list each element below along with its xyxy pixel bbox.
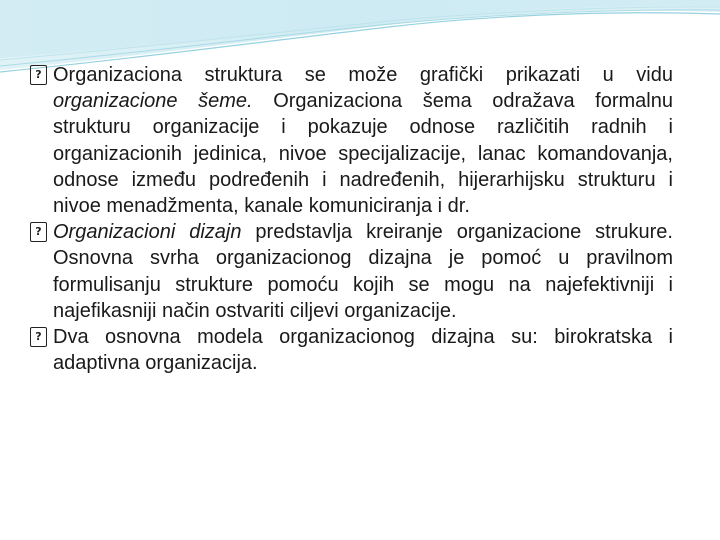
paragraph-text: Dva osnovna modela organizacionog dizajna su: birokratska i adaptivna organizacija. <box>53 326 673 375</box>
paragraph-text: Organizaciona struktura se može grafički prikazati u vidu <box>53 64 673 86</box>
bullet-paragraph <box>28 62 673 219</box>
text-body <box>28 62 673 376</box>
emphasized-term: Organizacioni dizajn <box>53 221 242 244</box>
missing-glyph-bullet-icon <box>30 222 47 242</box>
paragraph-text: predstavlja kreiranje organizacione strukure. Osnovna svrha organizacionog dizajna je pomoć u pravilnom formulisanju strukture pomoću kojih se mogu na najefektivniji i najefikasniji način ostvariti ciljevi organizacije. <box>53 221 673 322</box>
paragraph-text: Organizaciona šema odražava formalnu strukturu organizacije i pokazuje odnose različitih radnih i organizacionih jedinica, nivoe specijalizacije, lanac komandovanja, odnose između podređenih i nadređenih, hijerarhijsku strukturu i nivoe menadžmenta, kanale komuniciranja i dr. <box>53 90 673 218</box>
bullet-paragraph <box>28 324 673 376</box>
emphasized-term: organizacione šeme. <box>53 90 253 113</box>
missing-glyph-bullet-icon <box>30 65 47 85</box>
missing-glyph-bullet-icon <box>30 327 47 347</box>
bullet-paragraph <box>28 219 673 324</box>
